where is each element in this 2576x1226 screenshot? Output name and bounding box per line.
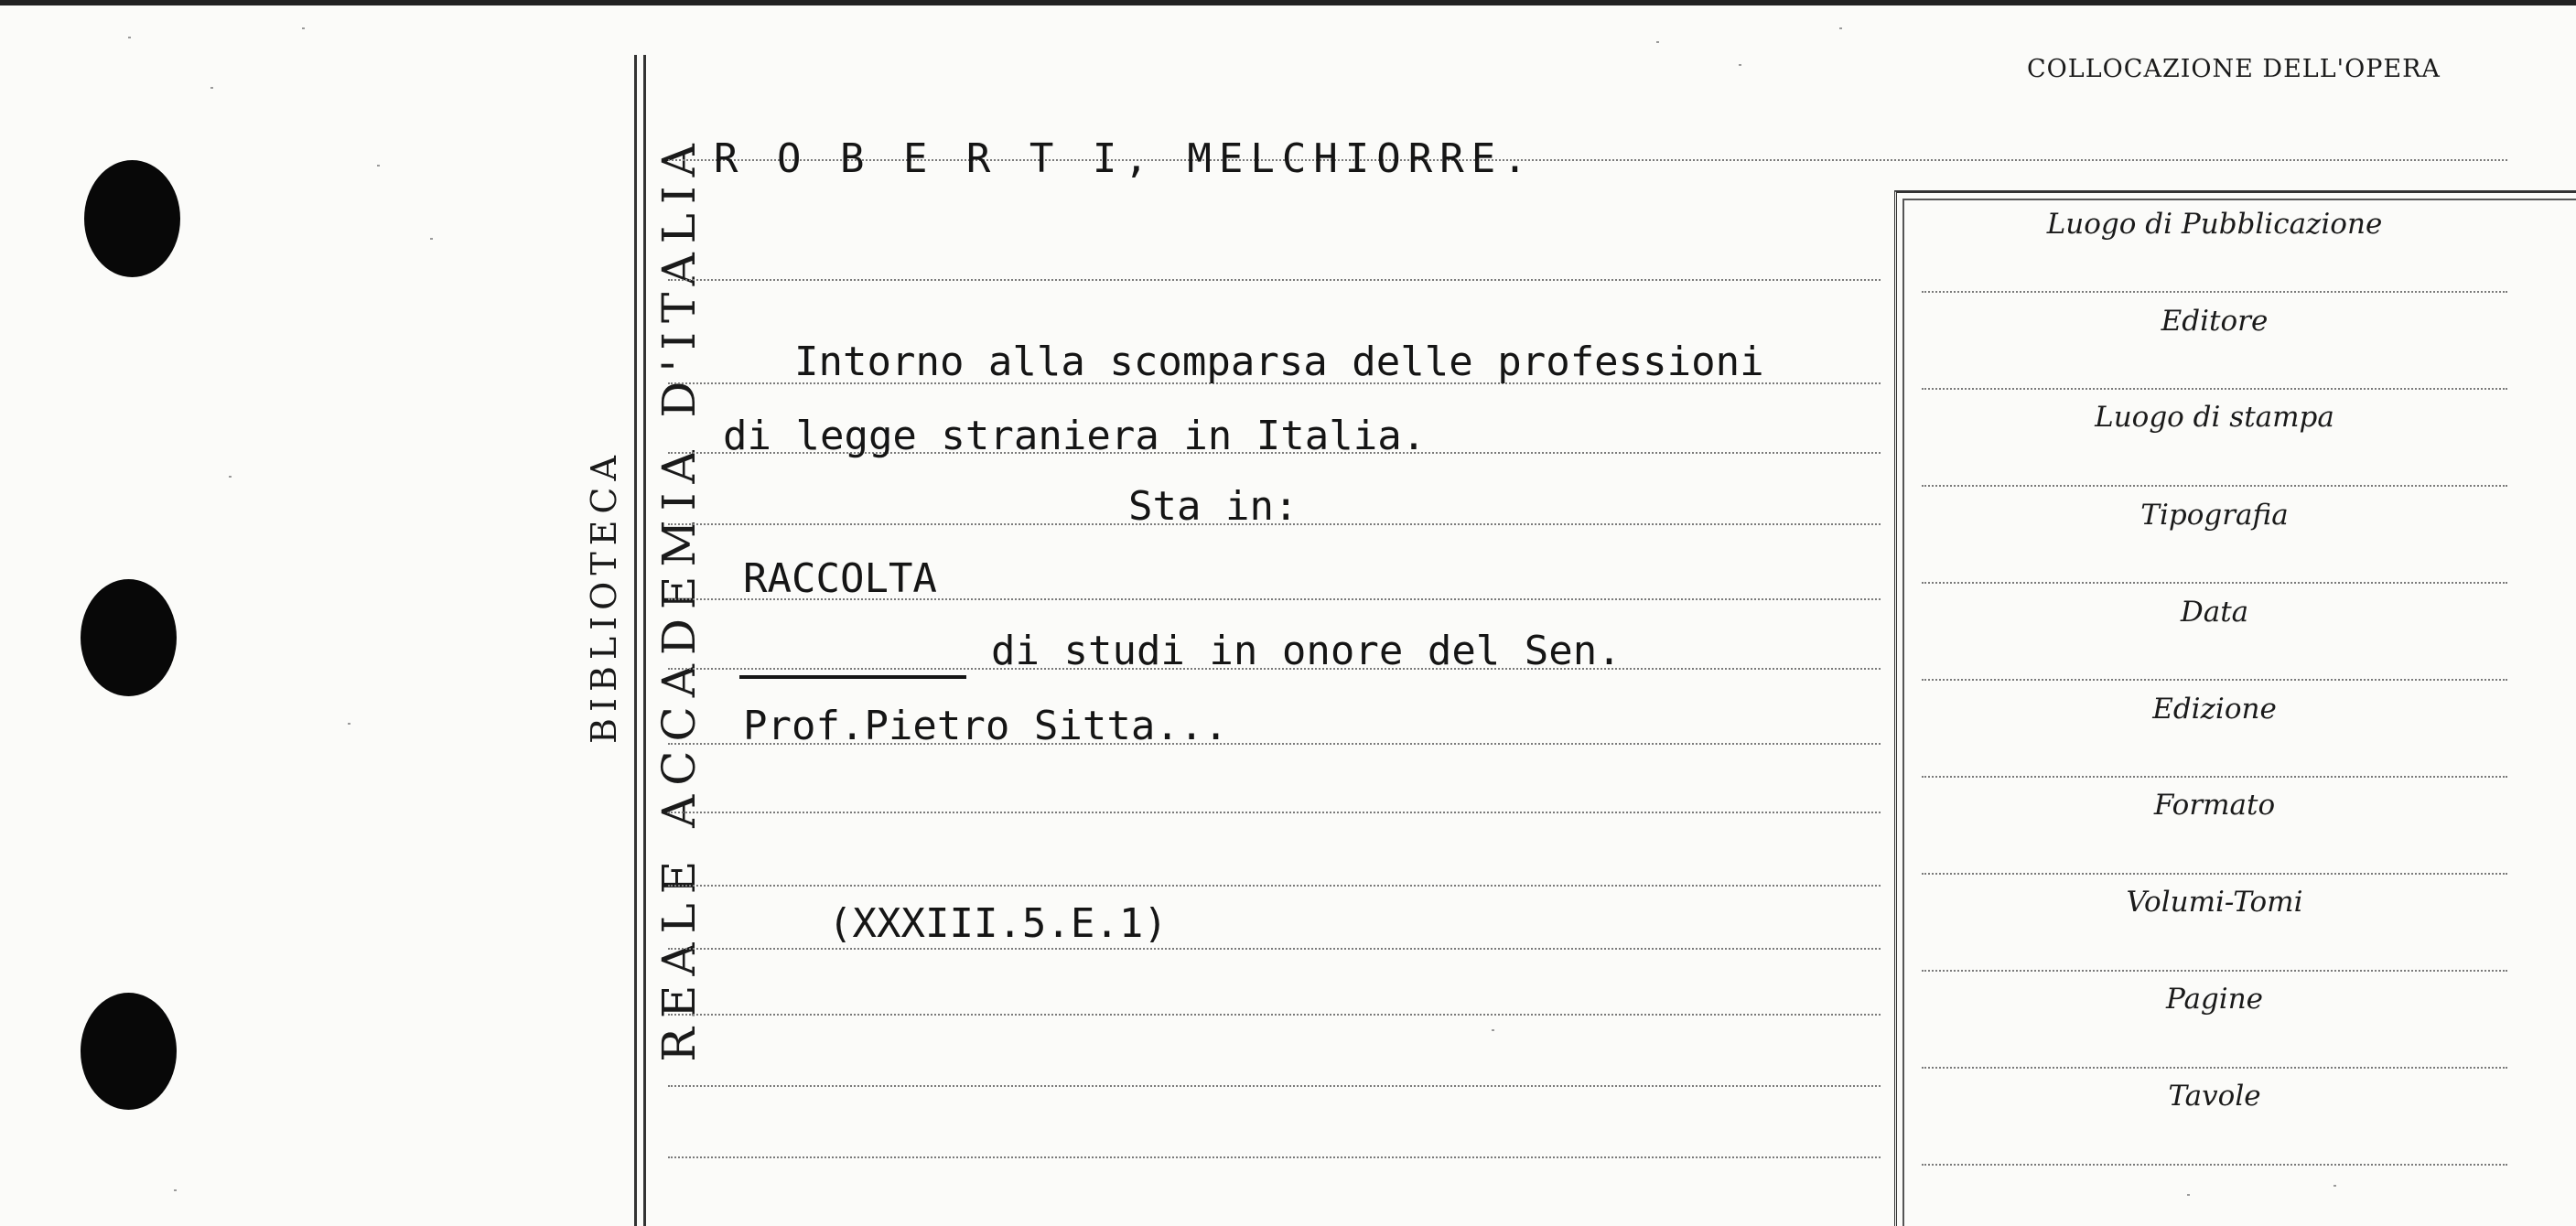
collection-line-3: Prof.Pietro Sitta... [743,703,1228,749]
field-tipografia: Tipografia [2140,499,2289,532]
title-line-1: Intorno alla scomparsa delle professioni [794,339,1764,385]
scan-speck [2187,1194,2190,1196]
scan-speck [377,165,380,167]
field-line [1922,1067,2507,1069]
scan-speck [1839,27,1842,29]
scan-speck [1739,64,1741,66]
field-line [1922,582,2507,584]
field-editore: Editore [2161,305,2269,338]
field-volumi-tomi: Volumi-Tomi [2126,886,2303,919]
scan-speck [174,1189,177,1191]
field-luogo-pubblicazione: Luogo di Pubblicazione [2046,208,2383,241]
punch-hole-top [84,160,180,277]
scan-speck [1656,41,1659,43]
field-data: Data [2180,596,2249,629]
field-line [1922,679,2507,681]
vertical-rule-left [634,55,637,1226]
field-line [1922,873,2507,875]
field-line [1922,291,2507,293]
ruled-line [668,279,1881,281]
sta-in-label: Sta in: [1128,483,1299,530]
ruled-line [668,1085,1881,1087]
ruled-line [668,812,1881,813]
collocazione-label: COLLOCAZIONE DELL'OPERA [2027,55,2441,83]
field-formato: Formato [2153,789,2276,822]
field-line [1922,485,2507,487]
ditto-underline [739,675,966,679]
scan-speck [2333,1185,2336,1187]
scan-speck [128,37,131,38]
collection-line-2: di studi in onore del Sen. [991,628,1622,674]
punch-hole-middle [81,579,177,696]
scan-speck [302,27,305,29]
field-line [1922,1164,2507,1166]
department-name: BIBLIOTECA [584,449,624,744]
ruled-line [668,948,1881,950]
scan-speck [229,476,232,478]
field-line [1922,776,2507,778]
field-line [1922,388,2507,390]
field-line [1922,970,2507,972]
field-tavole: Tavole [2168,1080,2261,1113]
vertical-rule-right [643,55,646,1226]
field-luogo-stampa: Luogo di stampa [2095,401,2334,434]
scan-speck [1492,1029,1494,1031]
shelfmark: (XXXIII.5.E.1) [828,900,1168,947]
field-edizione: Edizione [2152,693,2277,726]
ruled-line [668,885,1881,887]
punch-hole-bottom [81,993,177,1110]
scan-speck [348,723,350,725]
top-border [0,0,2576,5]
author-heading: R O B E R T I, MELCHIORRE. [714,135,1535,182]
scan-speck [430,238,433,240]
collection-line-1: RACCOLTA [743,555,937,602]
scan-speck [210,87,213,89]
institution-name: REALE ACCADEMIA D'ITALIA [652,134,706,1062]
ruled-line [668,1014,1881,1016]
ruled-line [668,1156,1881,1158]
title-line-2: di legge straniera in Italia. [723,413,1427,459]
field-pagine: Pagine [2165,983,2264,1016]
